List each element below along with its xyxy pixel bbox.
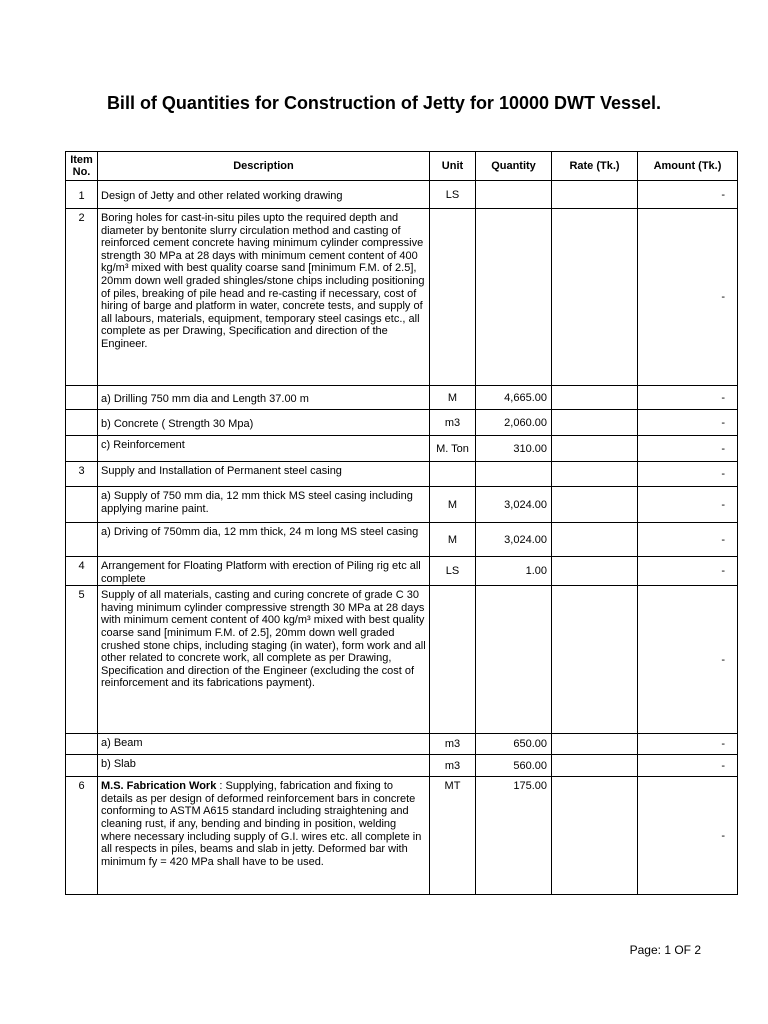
quantity — [476, 462, 552, 487]
unit: M — [430, 487, 476, 523]
amount: - — [638, 436, 738, 462]
header-item-no: Item No. — [66, 152, 98, 181]
amount: - — [638, 734, 738, 755]
unit: M — [430, 386, 476, 410]
unit: m3 — [430, 734, 476, 755]
item-no — [66, 436, 98, 462]
rate — [552, 181, 638, 209]
amount: - — [638, 557, 738, 586]
description-bold-lead: M.S. Fabrication Work — [101, 780, 217, 793]
description: Boring holes for cast-in-situ piles upto the required depth and diameter by bentonite slurry circulation method and casting of reinforced cement concrete having minimum cylinder compressive strength 30 MPa at 28 days with minimum cement content of 400 kg/m³ mixed with best quality coarse sand [minimum F.M. of 2.5], 20mm down well graded shingles/stone chips including positioning of piles, breaking of pile head and re-casting if necessary, cost of hiring of barge and platform in water, concrete tests, and supply of all labours, materials, equipment, temporary steel casings etc., all complete as per Drawing, Specification and direction of the Engineer. — [98, 209, 430, 386]
unit: LS — [430, 181, 476, 209]
table-row — [66, 436, 738, 462]
amount: - — [638, 487, 738, 523]
description: Supply and Installation of Permanent steel casing — [98, 462, 430, 487]
description: a) Supply of 750 mm dia, 12 mm thick MS steel casing including applying marine paint. — [98, 487, 430, 523]
amount: - — [638, 410, 738, 436]
unit — [430, 209, 476, 386]
table-row — [66, 586, 738, 734]
rate — [552, 734, 638, 755]
document-title: Bill of Quantities for Construction of Jetty for 10000 DWT Vessel. — [106, 93, 662, 113]
rate — [552, 777, 638, 895]
amount: - — [638, 386, 738, 410]
item-no: 4 — [66, 557, 98, 586]
unit: MT — [430, 777, 476, 895]
quantity: 560.00 — [476, 755, 552, 777]
header-description: Description — [98, 152, 430, 181]
table-row — [66, 734, 738, 755]
description: Supply of all materials, casting and curing concrete of grade C 30 having minimum cylinder compressive strength 30 MPa at 28 days with minimum cement content of 400 kg/m³ mixed with best quality coarse sand [minimum F.M. of 2.5], 20mm down well graded crushed stone chips, including staging (in water), form work and all other related to concrete work, all complete as per Drawing, Specification and direction of the Engineer (excluding the cost of reinforcement and its fabrications payment). — [98, 586, 430, 734]
unit: LS — [430, 557, 476, 586]
rate — [552, 586, 638, 734]
table-row — [66, 523, 738, 557]
unit — [430, 586, 476, 734]
quantity: 3,024.00 — [476, 523, 552, 557]
rate — [552, 462, 638, 487]
description-text: : Supplying, fabrication and fixing to details as per design of deformed reinforcement bars in concrete conforming to ASTM A615 standard including straightening and cleaning rust, if any, bending and binding in position, welding where necessary including supply of G.I. wires etc. all complete in all respects in piles, beams and slab in jetty. Deformed bar with minimum fy = 420 MPa shall have to be used. — [101, 780, 422, 868]
description — [98, 777, 430, 895]
quantity — [476, 209, 552, 386]
description: b) Slab — [98, 755, 430, 777]
item-no — [66, 410, 98, 436]
quantity: 1.00 — [476, 557, 552, 586]
quantity: 3,024.00 — [476, 487, 552, 523]
amount: - — [638, 755, 738, 777]
unit — [430, 462, 476, 487]
unit: M — [430, 523, 476, 557]
rate — [552, 487, 638, 523]
item-no — [66, 734, 98, 755]
table-row — [66, 557, 738, 586]
header-unit: Unit — [430, 152, 476, 181]
quantity — [476, 181, 552, 209]
unit: m3 — [430, 755, 476, 777]
description: Arrangement for Floating Platform with erection of Piling rig etc all complete — [98, 557, 430, 586]
amount: - — [638, 462, 738, 487]
item-no: 5 — [66, 586, 98, 734]
quantity — [476, 586, 552, 734]
unit: m3 — [430, 410, 476, 436]
amount: - — [638, 586, 738, 734]
item-no: 3 — [66, 462, 98, 487]
table-row — [66, 209, 738, 386]
page-number: Page: 1 OF 2 — [629, 943, 701, 957]
table-row — [66, 777, 738, 895]
quantity: 310.00 — [476, 436, 552, 462]
header-quantity: Quantity — [476, 152, 552, 181]
rate — [552, 209, 638, 386]
item-no — [66, 386, 98, 410]
rate — [552, 386, 638, 410]
table-row — [66, 181, 738, 209]
table-row — [66, 462, 738, 487]
rate — [552, 557, 638, 586]
table-row — [66, 386, 738, 410]
header-amount: Amount (Tk.) — [638, 152, 738, 181]
amount: - — [638, 777, 738, 895]
item-no: 2 — [66, 209, 98, 386]
amount: - — [638, 209, 738, 386]
quantity: 650.00 — [476, 734, 552, 755]
amount: - — [638, 181, 738, 209]
table-header-row — [66, 152, 738, 181]
item-no: 6 — [66, 777, 98, 895]
item-no — [66, 755, 98, 777]
description: b) Concrete ( Strength 30 Mpa) — [98, 410, 430, 436]
unit: M. Ton — [430, 436, 476, 462]
rate — [552, 410, 638, 436]
item-no — [66, 487, 98, 523]
quantity: 175.00 — [476, 777, 552, 895]
header-rate: Rate (Tk.) — [552, 152, 638, 181]
quantity: 4,665.00 — [476, 386, 552, 410]
table-row — [66, 487, 738, 523]
amount: - — [638, 523, 738, 557]
description: Design of Jetty and other related working drawing — [98, 181, 430, 209]
rate — [552, 755, 638, 777]
description: c) Reinforcement — [98, 436, 430, 462]
description: a) Driving of 750mm dia, 12 mm thick, 24 m long MS steel casing — [98, 523, 430, 557]
table-row — [66, 410, 738, 436]
rate — [552, 436, 638, 462]
description: a) Beam — [98, 734, 430, 755]
quantity: 2,060.00 — [476, 410, 552, 436]
rate — [552, 523, 638, 557]
bill-of-quantities-table — [65, 151, 738, 895]
item-no: 1 — [66, 181, 98, 209]
table-row — [66, 755, 738, 777]
description: a) Drilling 750 mm dia and Length 37.00 m — [98, 386, 430, 410]
item-no — [66, 523, 98, 557]
